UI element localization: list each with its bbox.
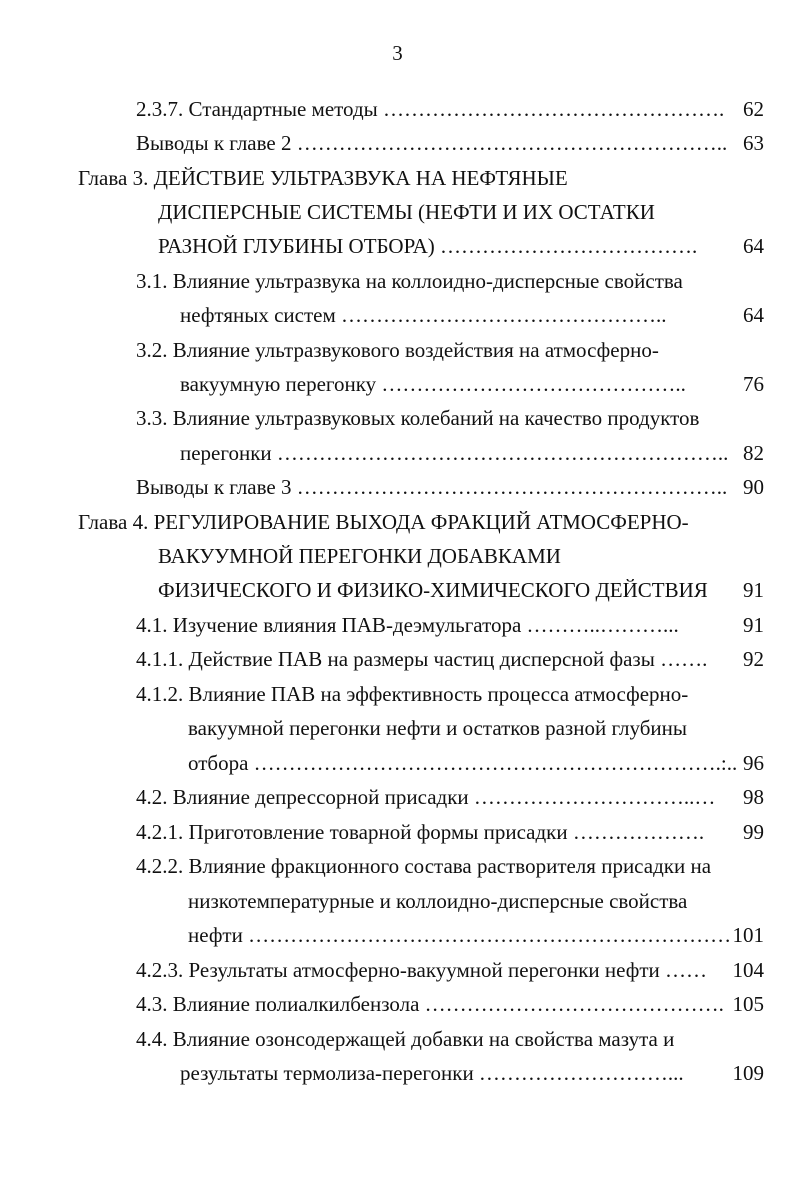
toc-entry-title: ДИСПЕРСНЫЕ СИСТЕМЫ (НЕФТИ И ИХ ОСТАТКИ <box>158 200 655 224</box>
toc-entry <box>0 642 795 676</box>
toc-chapter-heading-cont <box>0 195 795 229</box>
toc-entry <box>0 677 795 711</box>
toc-entry-page: 109 <box>732 1061 764 1085</box>
toc-entry-title: РАЗНОЙ ГЛУБИНЫ ОТБОРА) ………………………………. <box>158 234 698 258</box>
toc-entry-page: 76 <box>743 372 764 396</box>
toc-entry-page: 64 <box>743 303 764 327</box>
toc-entry <box>0 264 795 298</box>
toc-entry-cont <box>0 1056 795 1090</box>
toc-entry-title: 4.1.1. Действие ПАВ на размеры частиц дисперсной фазы ……. <box>136 647 708 671</box>
toc-entry-title: Глава 3. ДЕЙСТВИЕ УЛЬТРАЗВУКА НА НЕФТЯНЫЕ <box>78 166 568 190</box>
toc-entry-title: перегонки ……………………………………………………….. <box>180 441 729 465</box>
toc-entry-page: 105 <box>732 992 764 1016</box>
toc-entry-title: вакуумную перегонку …………………………………….. <box>180 372 686 396</box>
toc-chapter-heading-cont <box>0 229 795 263</box>
toc-entry <box>0 401 795 435</box>
toc-entry-title: нефтяных систем ……………………………………….. <box>180 303 667 327</box>
toc-entry-page: 98 <box>743 785 764 809</box>
toc-chapter-heading-cont <box>0 539 795 573</box>
page-number: 3 <box>392 41 403 65</box>
toc-entry-title: вакуумной перегонки нефти и остатков разной глубины <box>188 716 687 740</box>
toc-entry-page: 62 <box>743 97 764 121</box>
toc-entry-page: 101 <box>732 923 764 947</box>
toc-entry-cont <box>0 367 795 401</box>
toc-entry <box>0 126 795 160</box>
toc-entry-cont <box>0 436 795 470</box>
toc-entry-title: 4.1. Изучение влияния ПАВ-деэмульгатора ………..………... <box>136 613 679 637</box>
toc-chapter-heading <box>0 161 795 195</box>
toc-entry-page: 91 <box>743 613 764 637</box>
toc-entry-title: ВАКУУМНОЙ ПЕРЕГОНКИ ДОБАВКАМИ <box>158 544 561 568</box>
toc-entry-page: 63 <box>743 131 764 155</box>
toc-entry-cont <box>0 884 795 918</box>
toc-entry-title: отбора ………………………………………………………….:.. <box>188 751 738 775</box>
toc-entry <box>0 953 795 987</box>
toc-entry-page: 96 <box>743 751 764 775</box>
toc-entry-title: 4.2. Влияние депрессорной присадки …………………………..… <box>136 785 716 809</box>
toc-entry <box>0 1022 795 1056</box>
toc-entry-title: 4.3. Влияние полиалкилбензола ……………………………………. <box>136 992 724 1016</box>
toc-entry-title: нефти …………………………………………………………… <box>188 923 732 947</box>
toc-entry-page: 82 <box>743 441 764 465</box>
toc-entry-cont <box>0 298 795 332</box>
toc-entry <box>0 987 795 1021</box>
toc-chapter-heading-cont <box>0 573 795 607</box>
toc-entry-title: Выводы к главе 2 …………………………………………………….. <box>136 131 728 155</box>
toc-entry <box>0 333 795 367</box>
toc-entry-title: 4.2.3. Результаты атмосферно-вакуумной перегонки нефти …… <box>136 958 708 982</box>
toc-entry-page: 99 <box>743 820 764 844</box>
toc-entry-cont <box>0 918 795 952</box>
toc-entry-title: 2.3.7. Стандартные методы …………………………………………. <box>136 97 725 121</box>
toc-entry-title: 3.3. Влияние ультразвуковых колебаний на качество продуктов <box>136 406 700 430</box>
toc-entry-title: 3.2. Влияние ультразвукового воздействия на атмосферно- <box>136 338 659 362</box>
toc-entry <box>0 470 795 504</box>
toc-entry-page: 90 <box>743 475 764 499</box>
toc-entry-page: 64 <box>743 234 764 258</box>
toc-entry-title: Глава 4. РЕГУЛИРОВАНИЕ ВЫХОДА ФРАКЦИЙ АТМОСФЕРНО- <box>78 510 689 534</box>
toc-entry-cont <box>0 711 795 745</box>
toc-entry-title: Выводы к главе 3 …………………………………………………….. <box>136 475 728 499</box>
toc-entry-title: 4.4. Влияние озонсодержащей добавки на свойства мазута и <box>136 1027 675 1051</box>
toc-entry <box>0 780 795 814</box>
toc-entry <box>0 815 795 849</box>
toc-entry <box>0 849 795 883</box>
toc-entry-title: 3.1. Влияние ультразвука на коллоидно-дисперсные свойства <box>136 269 683 293</box>
toc-entry-title: 4.2.1. Приготовление товарной формы присадки ………………. <box>136 820 705 844</box>
toc-entry-page: 92 <box>743 647 764 671</box>
toc-entry-title: 4.1.2. Влияние ПАВ на эффективность процесса атмосферно- <box>136 682 689 706</box>
toc-entry-title: результаты термолиза-перегонки ………………………... <box>180 1061 684 1085</box>
toc-chapter-heading <box>0 505 795 539</box>
toc-entry <box>0 92 795 126</box>
toc-entry-title: ФИЗИЧЕСКОГО И ФИЗИКО-ХИМИЧЕСКОГО ДЕЙСТВИЯ <box>158 578 708 602</box>
toc-entry-title: 4.2.2. Влияние фракционного состава растворителя присадки на <box>136 854 712 878</box>
toc-entry <box>0 608 795 642</box>
toc-entry-cont <box>0 746 795 780</box>
toc-entry-page: 104 <box>732 958 764 982</box>
toc-entry-title: низкотемпературные и коллоидно-дисперсные свойства <box>188 889 688 913</box>
toc-entry-page: 91 <box>743 578 764 602</box>
